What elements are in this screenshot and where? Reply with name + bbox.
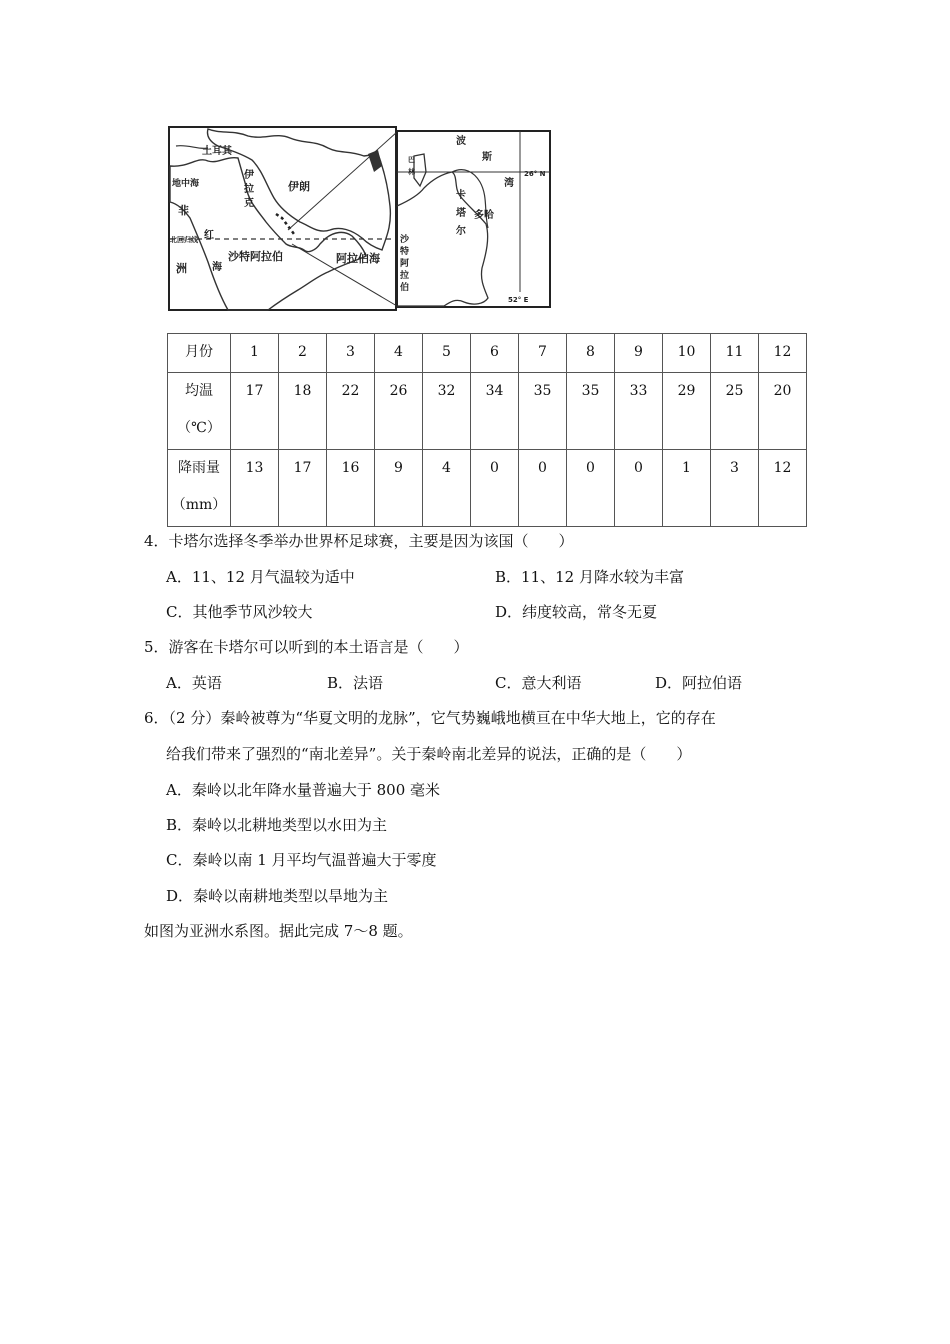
temp-cell: 32 [423, 373, 471, 450]
q4-option-c[interactable]: C．其他季节风沙较大 [166, 603, 313, 621]
label-bahrain-1: 巴 [408, 156, 415, 164]
label-lon: 52° E [508, 296, 529, 304]
rain-cell: 0 [615, 450, 663, 527]
temp-cell: 25 [711, 373, 759, 450]
q4-option-b[interactable]: B．11、12 月降水较为丰富 [495, 568, 684, 586]
label-mediterranean: 地中海 [172, 179, 200, 189]
label-red-1: 红 [204, 230, 214, 241]
row-label-rain [168, 450, 231, 527]
q6-option-b[interactable]: B．秦岭以北耕地类型以水田为主 [166, 816, 388, 834]
row-label-temp [168, 373, 231, 450]
month-cell: 12 [759, 334, 807, 373]
month-cell: 6 [471, 334, 519, 373]
q5-option-a[interactable]: A．英语 [166, 674, 222, 692]
month-cell: 7 [519, 334, 567, 373]
label-iraq-2: 拉 [244, 184, 254, 195]
label-arabian-sea: 阿拉伯海 [336, 252, 380, 265]
table-row-month [168, 334, 807, 373]
month-cell: 11 [711, 334, 759, 373]
label-qatar-3: 尔 [456, 226, 466, 237]
label-bahrain-2: 林 [408, 168, 415, 176]
rain-cell: 13 [231, 450, 279, 527]
month-cell: 1 [231, 334, 279, 373]
month-cell: 4 [375, 334, 423, 373]
label-gulf-1: 波 [456, 136, 466, 147]
label-qatar-1: 卡 [456, 190, 466, 201]
temp-cell: 22 [327, 373, 375, 450]
rain-cell: 1 [663, 450, 711, 527]
label-iraq-1: 伊 [244, 170, 254, 181]
rain-cell: 0 [519, 450, 567, 527]
temp-cell: 17 [231, 373, 279, 450]
label-turkey: 土耳其 [202, 146, 232, 157]
rain-label-line1: 降雨量 [178, 460, 220, 476]
label-qatar-2: 塔 [456, 208, 466, 219]
temp-cell: 35 [567, 373, 615, 450]
q5-option-d[interactable]: D．阿拉伯语 [655, 674, 743, 692]
label-africa-1: 非 [178, 204, 189, 217]
month-cell: 8 [567, 334, 615, 373]
middle-east-qatar-map [168, 126, 553, 312]
label-saudi-r-4: 拉 [400, 271, 410, 281]
question-6-stem-line2: 给我们带来了强烈的“南北差异”。关于秦岭南北差异的说法，正确的是（ ） [166, 745, 692, 763]
q4-option-a[interactable]: A．11、12 月气温较为适中 [166, 568, 355, 586]
month-cell: 10 [663, 334, 711, 373]
label-saudi-r-2: 特 [400, 247, 410, 257]
q6-option-d[interactable]: D．秦岭以南耕地类型以旱地为主 [166, 887, 389, 905]
label-gulf-2: 斯 [482, 152, 492, 163]
rain-label-line2: （mm） [171, 497, 227, 513]
label-africa-2: 洲 [176, 262, 187, 275]
temp-cell: 33 [615, 373, 663, 450]
month-cell: 5 [423, 334, 471, 373]
rain-cell: 16 [327, 450, 375, 527]
rain-cell: 3 [711, 450, 759, 527]
question-6-stem-line1: 6．（2 分）秦岭被尊为“华夏文明的龙脉”，它气势巍峨地横亘在中华大地上，它的存在 [144, 709, 716, 727]
label-red-2: 海 [212, 262, 222, 273]
intro-questions-7-8: 如图为亚洲水系图。据此完成 7～8 题。 [144, 922, 413, 940]
table-row-rain [168, 450, 807, 527]
temp-label-line2: （℃） [177, 420, 221, 436]
label-iran: 伊朗 [288, 180, 310, 193]
temp-cell: 35 [519, 373, 567, 450]
label-gulf-3: 湾 [504, 178, 514, 189]
q4-option-d[interactable]: D．纬度较高，常冬无夏 [495, 603, 658, 621]
label-tropic-line: 北回归线 [170, 236, 198, 244]
temp-cell: 20 [759, 373, 807, 450]
temp-label-line1: 均温 [185, 383, 213, 399]
label-iraq-3: 克 [244, 198, 254, 209]
question-4-stem: 4．卡塔尔选择冬季举办世界杯足球赛，主要是因为该国（ ） [144, 532, 574, 550]
rain-cell: 17 [279, 450, 327, 527]
temp-cell: 29 [663, 373, 711, 450]
month-cell: 3 [327, 334, 375, 373]
q5-option-b[interactable]: B．法语 [327, 674, 384, 692]
rain-cell: 0 [471, 450, 519, 527]
label-doha: 多哈 [474, 210, 494, 221]
question-5-stem: 5．游客在卡塔尔可以听到的本土语言是（ ） [144, 638, 469, 656]
q6-option-a[interactable]: A．秦岭以北年降水量普遍大于 800 毫米 [166, 781, 441, 799]
month-cell: 2 [279, 334, 327, 373]
rain-cell: 0 [567, 450, 615, 527]
q6-option-c[interactable]: C．秦岭以南 1 月平均气温普遍大于零度 [166, 851, 437, 869]
label-saudi-r-5: 伯 [400, 283, 410, 293]
q5-option-c[interactable]: C．意大利语 [495, 674, 582, 692]
label-saudi-r-1: 沙 [400, 235, 410, 245]
climate-table [167, 333, 807, 527]
label-saudi-r-3: 阿 [400, 259, 410, 269]
label-saudi-arabia: 沙特阿拉伯 [228, 250, 283, 263]
temp-cell: 34 [471, 373, 519, 450]
temp-cell: 18 [279, 373, 327, 450]
rain-cell: 12 [759, 450, 807, 527]
label-lat: 26° N [524, 170, 546, 178]
row-label-month: 月份 [168, 334, 231, 373]
month-cell: 9 [615, 334, 663, 373]
rain-cell: 9 [375, 450, 423, 527]
table-row-temp [168, 373, 807, 450]
temp-cell: 26 [375, 373, 423, 450]
rain-cell: 4 [423, 450, 471, 527]
